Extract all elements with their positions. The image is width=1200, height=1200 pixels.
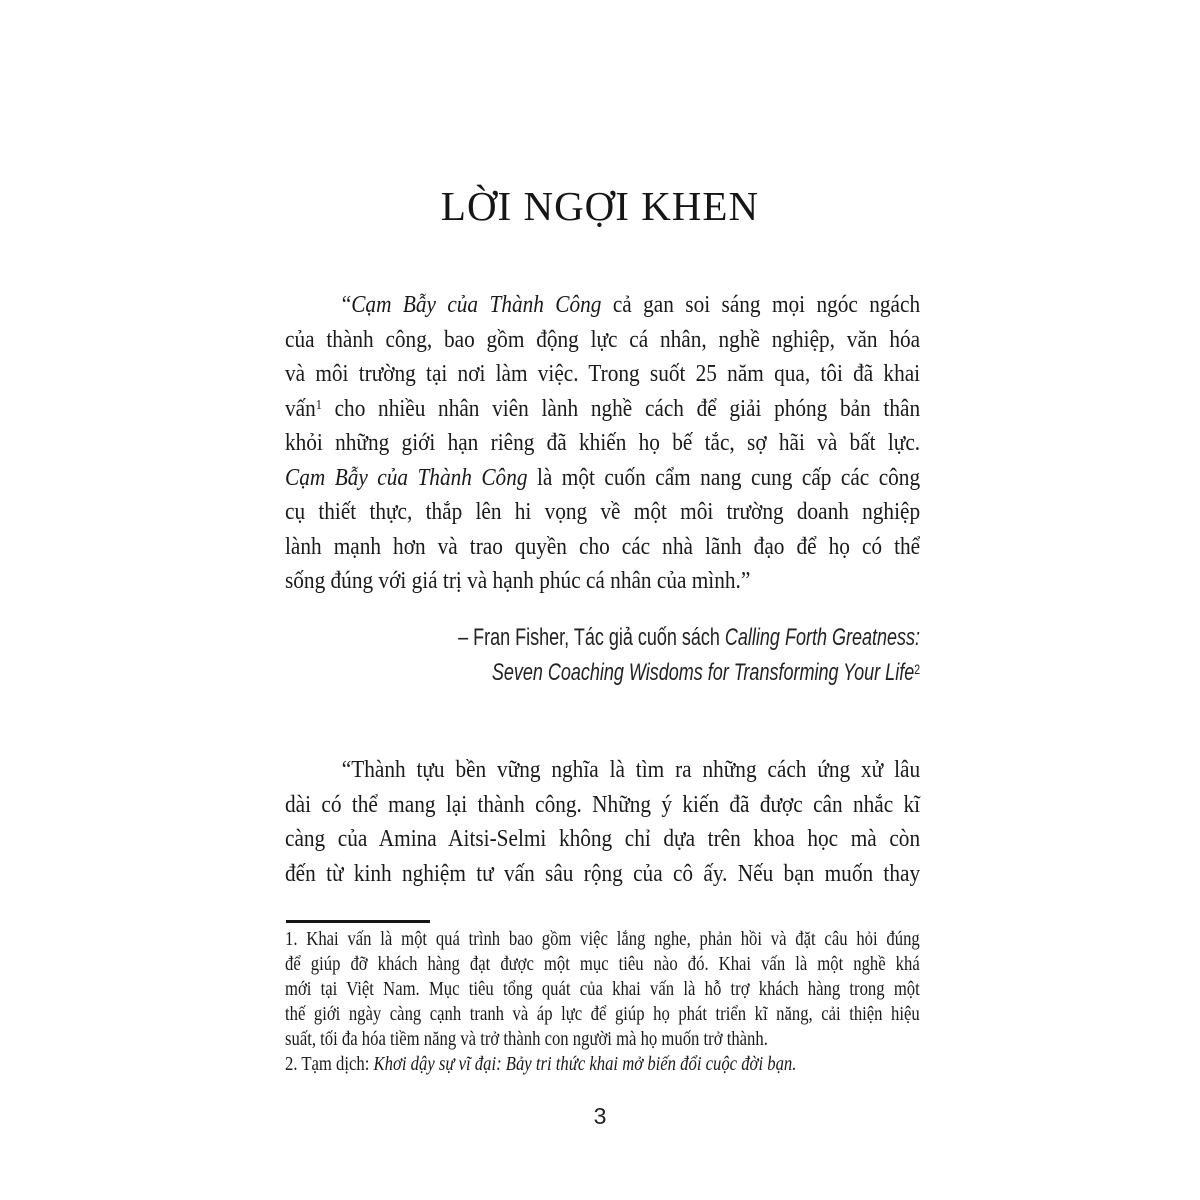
text-run: cho nhiều nhân viên lành nghề cách để giải phóng bản thân bbox=[321, 395, 921, 422]
footnote-2-translated-title: Khơi dậy sự vĩ đại: Bảy tri thức khai mở biến đổi cuộc đời bạn. bbox=[373, 1053, 797, 1075]
text-run: vấn bbox=[285, 395, 316, 422]
footnote-ref-1: 1 bbox=[315, 398, 322, 414]
text-line: lành mạnh hơn và trao quyền cho các nhà lãnh đạo để họ có thể bbox=[285, 533, 921, 560]
book-title-italic: Cạm Bẫy của Thành Công bbox=[351, 292, 602, 318]
footnote-ref-2: 2 bbox=[914, 660, 920, 677]
footnote-2-line bbox=[285, 1052, 920, 1077]
open-quote: “ bbox=[341, 292, 352, 318]
text-line: dài có thể mang lại thành công. Những ý kiến đã được cân nhắc kĩ bbox=[285, 791, 921, 818]
footnote-1-line: suất, tối đa hóa tiềm năng và trở thành con người mà họ muốn trở thành. bbox=[285, 1028, 768, 1050]
text-line bbox=[285, 392, 920, 427]
endorsement-paragraph-1 bbox=[285, 288, 920, 599]
footnote-1-line: 1. Khai vấn là một quá trình bao gồm việc lắng nghe, phản hồi và đặt câu hỏi đúng bbox=[285, 928, 920, 950]
text-line: khỏi những giới hạn riêng đã khiến họ bế tắc, sợ hãi và bất lực. bbox=[285, 430, 921, 456]
text-line: sống đúng với giá trị và hạnh phúc cá nhân của mình.” bbox=[285, 568, 751, 594]
footnote-divider bbox=[286, 920, 430, 923]
attribution-line bbox=[335, 620, 920, 655]
cited-book-subtitle: Seven Coaching Wisdoms for Transforming Your Life bbox=[491, 659, 915, 686]
book-title-italic: Cạm Bẫy của Thành Công bbox=[285, 464, 528, 491]
footnote-1-line: mới tại Việt Nam. Mục tiêu tổng quát của khai vấn là hỗ trợ khách hàng trong một bbox=[285, 978, 920, 1000]
footnote-1-line: để giúp đỡ khách hàng đạt được một mục tiêu nào đó. Khai vấn là một nghề khá bbox=[285, 953, 920, 975]
text-line: đến từ kinh nghiệm tư vấn sâu rộng của cô ấy. Nếu bạn muốn thay bbox=[285, 860, 921, 887]
page-title: LỜI NGỢI KHEN bbox=[440, 183, 760, 229]
footnotes bbox=[285, 927, 920, 1077]
footnote-2-label: 2. Tạm dịch: bbox=[285, 1053, 374, 1075]
text-run: cả gan soi sáng mọi ngóc ngách bbox=[601, 292, 921, 318]
text-line: càng của Amina Aitsi-Selmi không chỉ dựa trên khoa học mà còn bbox=[285, 826, 921, 852]
cited-book-title: Calling Forth Greatness: bbox=[724, 624, 920, 651]
text-line: “Thành tựu bền vững nghĩa là tìm ra những cách ứng xử lâu bbox=[341, 757, 921, 783]
author-name: – Fran Fisher, Tác giả cuốn sách bbox=[458, 624, 725, 651]
page-number: 3 bbox=[593, 1103, 607, 1129]
text-line: của thành công, bao gồm động lực cá nhân, nghề nghiệp, văn hóa bbox=[285, 326, 921, 353]
text-line bbox=[285, 288, 920, 323]
attribution bbox=[335, 620, 920, 690]
attribution-line bbox=[335, 655, 920, 690]
text-run: là một cuốn cẩm nang cung cấp các công bbox=[527, 464, 921, 491]
text-line: và môi trường tại nơi làm việc. Trong suốt 25 năm qua, tôi đã khai bbox=[285, 361, 921, 387]
footnote-1-line: thế giới ngày càng cạnh tranh và áp lực để giúp họ phát triển kĩ năng, cải thiện hiệu bbox=[285, 1003, 920, 1025]
text-line bbox=[285, 461, 920, 496]
endorsement-paragraph-2 bbox=[285, 753, 920, 891]
text-line: cụ thiết thực, thắp lên hi vọng về một môi trường doanh nghiệp bbox=[285, 499, 921, 525]
